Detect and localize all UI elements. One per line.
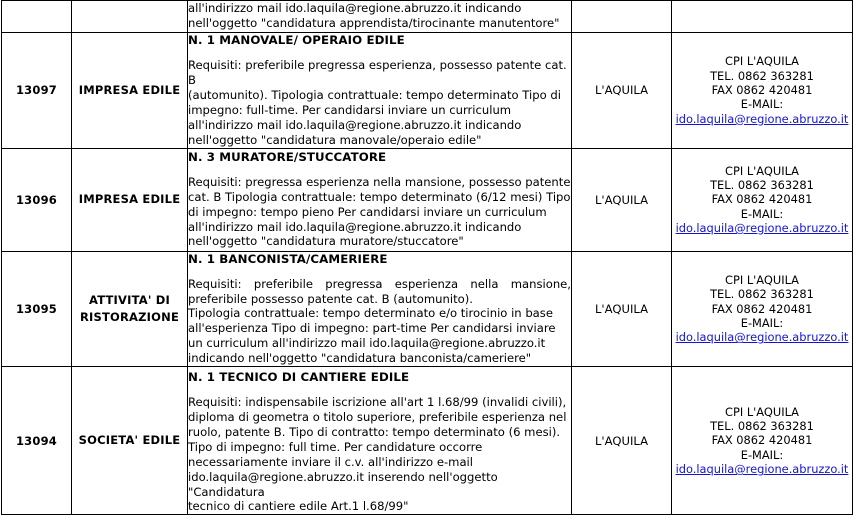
description-line: nell'oggetto "candidatura apprendista/tirocinante manutentore": [188, 16, 560, 31]
description-line: Requisiti: preferibile pregressa esperienza, possesso patente cat. B: [188, 58, 567, 88]
description-body: [188, 1, 571, 31]
cell-city: L'AQUILA: [572, 33, 672, 149]
table-row: [2, 33, 853, 149]
contact-email-link[interactable]: ido.laquila@regione.abruzzo.it: [675, 330, 849, 345]
description-line: Tipo di impegno: full time. Per candidature occorre: [188, 439, 483, 454]
description-line: nell'oggetto "candidatura muratore/stuccatore": [188, 234, 464, 249]
cell-firm: SOCIETA' EDILE: [72, 367, 188, 515]
contact-email-label: E-MAIL:: [740, 447, 784, 462]
contact-email-label: E-MAIL:: [740, 97, 784, 112]
cell-contact: [672, 251, 853, 367]
contact-email-link[interactable]: ido.laquila@regione.abruzzo.it: [675, 462, 849, 477]
description-title: N. 3 MURATORE/STUCCATORE: [188, 149, 387, 164]
description-line: cat. B Tipologia contrattuale: tempo determinato (6/12 mesi) Tipo: [188, 189, 571, 204]
description-line: tecnico di cantiere edile Art.1 l.68/99": [188, 499, 409, 514]
cell-city: [572, 1, 672, 33]
cell-contact: [672, 33, 853, 149]
cell-code: 13096: [2, 148, 72, 251]
description-line: all'indirizzo mail ido.laquila@regione.abruzzo.it indicando: [188, 219, 522, 234]
contact-tel: TEL. 0862 363281: [710, 68, 814, 83]
cell-firm: ATTIVITA' DI RISTORAZIONE: [72, 251, 188, 367]
description-line: di impegno: tempo pieno Per candidarsi inviare un curriculum: [188, 204, 547, 219]
description-title: N. 1 MANOVALE/ OPERAIO EDILE: [188, 33, 405, 47]
cell-city: L'AQUILA: [572, 148, 672, 251]
job-offers-table: [1, 0, 853, 515]
description-body: [188, 58, 571, 147]
contact-email-link[interactable]: ido.laquila@regione.abruzzo.it: [675, 111, 849, 126]
contact-office: CPI L'AQUILA: [725, 163, 799, 178]
cell-description: [188, 33, 572, 149]
description-line: Tipologia contrattuale: tempo determinato e/o tirocinio in base all'esperienza Tipo di impegno: part-time Per candidarsi inviare un curriculum all'indirizzo mail ido.laquila@regione.abruzzo.it indicando nell'oggetto "candidatura banconista/cameriere": [188, 306, 556, 366]
contact-office: CPI L'AQUILA: [725, 404, 799, 419]
cell-firm: IMPRESA EDILE: [72, 33, 188, 149]
contact-office: CPI L'AQUILA: [725, 272, 799, 287]
description-line: (automunito). Tipologia contrattuale: tempo determinato Tipo di: [188, 87, 561, 102]
description-body: [188, 175, 571, 249]
cell-description: [188, 251, 572, 367]
contact-email-label: E-MAIL:: [740, 206, 784, 221]
cell-description: [188, 1, 572, 33]
description-body: [188, 277, 571, 366]
cell-contact: [672, 1, 853, 33]
description-line: nell'oggetto "candidatura manovale/operaio edile": [188, 132, 482, 147]
description-line: ruolo, patente B. Tipo di contratto: tempo determinato (6 mesi).: [188, 424, 561, 439]
table-row: [2, 251, 853, 367]
contact-email-label: E-MAIL:: [740, 315, 784, 330]
contact-tel: TEL. 0862 363281: [710, 287, 814, 302]
contact-fax: FAX 0862 420481: [711, 192, 813, 207]
contact-office: CPI L'AQUILA: [725, 54, 799, 69]
table-row: [2, 1, 853, 33]
contact-fax: FAX 0862 420481: [711, 433, 813, 448]
cell-firm: IMPRESA EDILE: [72, 148, 188, 251]
contact-tel: TEL. 0862 363281: [710, 419, 814, 434]
table-row: [2, 148, 853, 251]
contact-email-link[interactable]: ido.laquila@regione.abruzzo.it: [675, 221, 849, 236]
cell-contact: [672, 367, 853, 515]
cell-city: L'AQUILA: [572, 367, 672, 515]
description-line: all'indirizzo mail ido.laquila@regione.abruzzo.it indicando: [188, 117, 522, 132]
description-line: ido.laquila@regione.abruzzo.it inserendo nell'oggetto "Candidatura: [188, 469, 498, 499]
description-line: all'indirizzo mail ido.laquila@regione.abruzzo.it indicando: [188, 1, 522, 16]
description-line: necessariamente inviare il c.v. all'indirizzo e-mail: [188, 454, 473, 469]
cell-code: 13097: [2, 33, 72, 149]
description-line: diploma di geometra o titolo superiore, preferibile esperienza nel: [188, 410, 567, 425]
cell-code: [2, 1, 72, 33]
description-title: N. 1 BANCONISTA/CAMERIERE: [188, 251, 388, 266]
cell-code: 13095: [2, 251, 72, 367]
cell-city: L'AQUILA: [572, 251, 672, 367]
table-row: [2, 367, 853, 515]
cell-firm: [72, 1, 188, 33]
contact-tel: TEL. 0862 363281: [710, 177, 814, 192]
contact-fax: FAX 0862 420481: [711, 83, 813, 98]
description-line: Requisiti: preferibile pregressa esperienza nella mansione, preferibile possesso patente cat. B (automunito).: [188, 276, 571, 306]
cell-contact: [672, 148, 853, 251]
cell-description: [188, 148, 572, 251]
job-offers-table-body: [2, 1, 853, 515]
cell-code: 13094: [2, 367, 72, 515]
cell-description: [188, 367, 572, 515]
description-line: Requisiti: pregressa esperienza nella mansione, possesso patente: [188, 174, 571, 189]
description-body: [188, 395, 571, 514]
contact-fax: FAX 0862 420481: [711, 301, 813, 316]
description-line: Requisiti: indispensabile iscrizione all'art 1 l.68/99 (invalidi civili),: [188, 395, 567, 410]
description-line: impegno: full-time. Per candidarsi inviare un curriculum: [188, 102, 512, 117]
description-title: N. 1 TECNICO DI CANTIERE EDILE: [188, 370, 410, 384]
